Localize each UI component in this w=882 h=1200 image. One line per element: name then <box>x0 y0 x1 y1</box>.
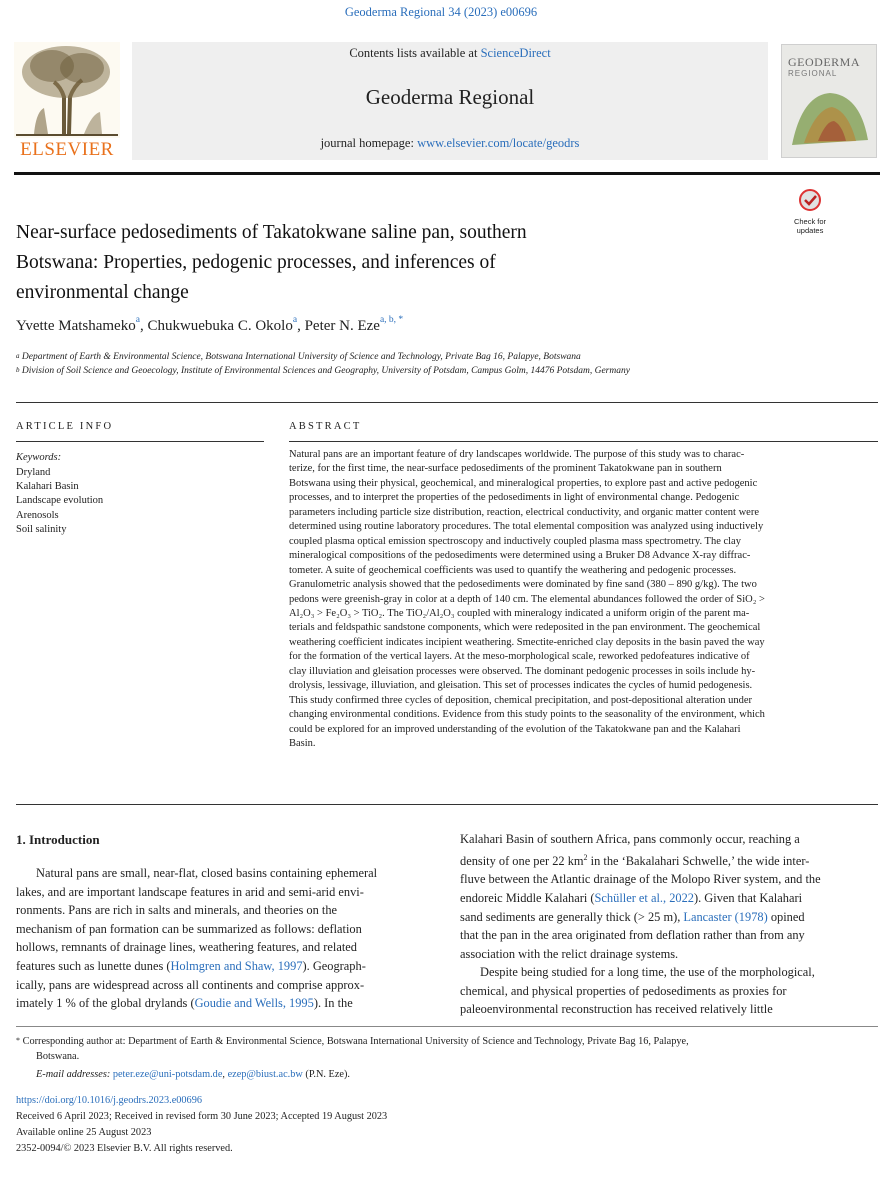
author-sup[interactable]: a <box>292 315 298 325</box>
received-dates: Received 6 April 2023; Received in revised form 30 June 2023; Accepted 19 August 2023 <box>16 1111 388 1122</box>
keywords-label: Keywords: <box>16 452 62 463</box>
keyword: Arenosols <box>16 509 59 521</box>
journal-banner <box>132 42 768 160</box>
text-run: sand sediments are generally thick (> 25 m), <box>460 909 684 924</box>
intro-right-column <box>460 830 876 1019</box>
intro-left-column <box>16 864 433 1013</box>
abstract-rule <box>289 441 878 442</box>
header-rule <box>14 172 880 175</box>
intro-line: Kalahari Basin of southern Africa, pans commonly occur, reaching a <box>460 832 800 846</box>
available-online: Available online 25 August 2023 <box>16 1127 152 1138</box>
section-heading-introduction: 1. Introduction <box>16 832 100 847</box>
reference-link[interactable]: Lancaster (1978) <box>683 909 768 924</box>
homepage-prefix: journal homepage: <box>320 136 418 150</box>
intro-line: hollows, remnants of drainage lines, weathering features, and related <box>16 940 357 955</box>
abstract-line: This study confirmed three cycles of deposition, chemical precipitation, and post-depositional alteration under <box>289 694 753 706</box>
abstract-line: clay illuviation and gleisation processes were observed. The dominant pedogenic processes in soils include hy- <box>289 665 756 677</box>
check-updates-icon <box>781 188 839 212</box>
email-label: E-mail addresses: <box>36 1069 113 1080</box>
abstract-line: Al₂O₃ > Fe₂O₃ > TiO₂. The TiO₂/Al₂O₃ coupled with mineralogy indicated a uniform origin of the parent ma- <box>289 607 750 619</box>
cover-title-2: REGIONAL <box>788 69 838 78</box>
affiliation-sup: b <box>16 366 20 374</box>
abstract-line: changing environmental conditions. Evidence from this study points to the seasonality of the environment, which <box>289 709 765 721</box>
intro-line: chemical, and physical properties of pedosediments as proxies for <box>460 983 787 998</box>
abstract-line: tometer. A suite of geochemical coefficients was used to quantify the weathering and pedogenic processes. <box>289 564 737 576</box>
intro-line <box>460 849 876 871</box>
elsevier-wordmark: ELSEVIER <box>20 139 114 160</box>
intro-line: that the pan in the area originated from deflation rather than from any <box>460 928 805 943</box>
text-run: endoreic Middle Kalahari ( <box>460 890 595 905</box>
text-run: ). Given that Kalahari <box>693 890 803 905</box>
email-link[interactable]: peter.eze@uni-potsdam.de <box>112 1069 223 1080</box>
intro-line: ically, pans are widespread across all continents and comprise approx- <box>16 977 365 992</box>
abstract-line: parameters including particle size distribution, reaction, electrical conductivity, and organic matter content were <box>289 506 759 518</box>
author-sup[interactable]: a <box>135 315 140 325</box>
text-run: imately 1 % of the global drylands ( <box>16 996 195 1011</box>
check-for-updates-button[interactable] <box>781 188 839 236</box>
intro-line <box>16 957 433 976</box>
affiliation-sup: a <box>16 352 20 360</box>
keyword-list <box>16 466 103 537</box>
reference-link[interactable]: Goudie and Wells, 1995 <box>194 996 314 1011</box>
keyword: Soil salinity <box>16 523 67 535</box>
abstract-line: processes, and to interpret the properties of the pedosediments in light of environmental change. Pedogenic <box>289 492 740 504</box>
text-run: (P.N. Eze). <box>302 1069 350 1080</box>
author-sup[interactable]: a, b, * <box>379 315 404 325</box>
intro-line <box>16 994 433 1013</box>
homepage-line <box>132 136 768 151</box>
intro-line: association with the relict drainage systems. <box>460 946 679 961</box>
affiliation-b <box>16 366 630 376</box>
section-divider <box>16 402 878 403</box>
journal-citation[interactable]: Geoderma Regional 34 (2023) e00696 <box>344 5 538 19</box>
text-run: ). Geograph- <box>302 958 366 973</box>
reference-link[interactable]: Holmgren and Shaw, 1997 <box>170 958 303 973</box>
abstract-line: mineralogical compositions of the pedosediments were determined using a Bruker D8 Advance X-ray diffrac- <box>289 550 751 562</box>
abstract-line: Basin. <box>289 738 316 750</box>
abstract-line: could be explored for an improved understanding of the evolution of the Takatokwane pan and the Kalahari <box>289 723 741 735</box>
intro-line: lakes, and are important landscape features in arid and semi-arid envi- <box>16 884 364 899</box>
affiliation-a <box>16 352 581 362</box>
author-list: Yvette Matshameko$^a$, Chukwuebuka C. Okolo$^a$, Peter N. Eze$^{a, b, *}$ <box>16 315 404 334</box>
title-line-2: Botswana: Properties, pedogenic processes, and inferences of <box>16 252 496 273</box>
abstract-line: weathering coefficient indicates incipient weathering. Smectite-enriched clay deposits in the basin paved the way <box>289 636 765 648</box>
abstract-line: terize, for the first time, the near-surface pedosediments of the prominent Takatokwane pan in southern <box>289 463 722 475</box>
article-info-heading: ARTICLE INFO <box>16 421 114 432</box>
affiliation-text: Division of Soil Science and Geoecology, Institute of Environmental Sciences and Geography, University of Potsdam, Campus Golm, 14476 Potsdam, Germany <box>21 366 630 376</box>
article-info-rule <box>16 441 264 442</box>
check-updates-text-1: Check for <box>793 217 827 226</box>
cover-title-1: GEODERMA <box>788 55 860 69</box>
abstract-bottom-rule <box>16 804 878 805</box>
intro-line: fluve between the Atlantic drainage of the Molopo River system, and the <box>460 872 821 887</box>
journal-cover[interactable] <box>781 44 877 158</box>
abstract-line: Natural pans are an important feature of dry landscapes worldwide. The purpose of this study was to charac- <box>289 449 745 460</box>
intro-line <box>460 889 876 908</box>
abstract-line: coupled plasma optical emission spectroscopy and inductively coupled plasma mass spectrometry. The clay <box>289 535 741 547</box>
contents-prefix: Contents lists available at <box>349 46 481 60</box>
cover-image <box>782 85 876 155</box>
intro-line: Despite being studied for a long time, the use of the morphological, <box>480 965 815 980</box>
keyword: Kalahari Basin <box>16 481 79 493</box>
footnote-text: Botswana. <box>36 1051 80 1062</box>
abstract-line: drolysis, lessivage, illuviation, and gleisation. This set of processes indicates the cycles of humid pedogenesis. <box>289 680 753 692</box>
text-run: density of one per 22 km <box>460 853 584 868</box>
contents-line <box>132 46 768 61</box>
abstract-line: Granulometric analysis showed that the pedosediments were dominated by fine sand (380 – 890 g/kg). The two <box>289 579 757 591</box>
elsevier-tree-icon <box>14 42 120 138</box>
abstract-body <box>289 448 875 752</box>
sciencedirect-link[interactable]: ScienceDirect <box>480 46 551 60</box>
title-line-3: environmental change <box>16 282 189 303</box>
elsevier-logo[interactable] <box>14 42 120 160</box>
text-run: in the ‘Bakalahari Schwelle,’ the wide inter- <box>587 853 810 868</box>
text-run: features such as lunette dunes ( <box>16 958 171 973</box>
email-line <box>36 1069 350 1080</box>
keyword: Landscape evolution <box>16 495 104 507</box>
author-name[interactable]: Peter N. Eze <box>304 318 380 334</box>
abstract-line: determined using routine laboratory procedures. The total elemental composition was analyzed using inductively <box>289 521 764 533</box>
asterisk: * <box>16 1036 20 1045</box>
abstract-line: for the formation of the vertical layers. At the meso-morphological scale, reworked pedofeatures indicative of <box>289 651 750 663</box>
abstract-line: Botswana using their physical, geochemical, and mineralogical properties, to explore past and active pedogenic <box>289 477 758 489</box>
intro-line: ronments. Pans are rich in salts and minerals, and theories on the <box>16 903 338 918</box>
abstract-heading: ABSTRACT <box>289 421 362 432</box>
email-link[interactable]: ezep@biust.ac.bw <box>227 1069 303 1080</box>
intro-line: mechanism of pan formation can be summarized as follows: deflation <box>16 921 362 936</box>
keyword: Dryland <box>16 467 51 478</box>
footnote-text: Corresponding author at: Department of Earth & Environmental Science, Botswana International University of Science and Technology, Private Bag 16, Palapye, <box>22 1036 689 1047</box>
text-run: ). In the <box>313 996 353 1011</box>
intro-line: paleoenvironmental reconstruction has received relatively little <box>460 1002 773 1017</box>
corresponding-author-note <box>16 1036 878 1047</box>
author-name[interactable]: Yvette Matshameko <box>16 318 136 334</box>
author-name[interactable]: Chukwuebuka C. Okolo <box>147 318 293 334</box>
journal-name: Geoderma Regional <box>365 85 535 109</box>
superscript: 2 <box>583 852 588 862</box>
intro-line: Natural pans are small, near-flat, closed basins containing ephemeral <box>36 866 378 880</box>
text-run: opined <box>767 909 805 924</box>
abstract-line: pedons were greenish-gray in color at a depth of 140 cm. The elemental abundances followed the order of SiO₂ > <box>289 593 765 605</box>
check-updates-text-2: updates <box>796 226 824 235</box>
reference-link[interactable]: Schüller et al., 2022 <box>594 890 694 905</box>
intro-line <box>460 908 876 927</box>
doi-link[interactable]: https://doi.org/10.1016/j.geodrs.2023.e00696 <box>16 1095 203 1106</box>
homepage-link[interactable]: www.elsevier.com/locate/geodrs <box>417 136 580 150</box>
title-line-1: Near-surface pedosediments of Takatokwane saline pan, southern <box>16 222 527 243</box>
text-run: , <box>222 1069 228 1080</box>
article-title <box>16 218 736 308</box>
abstract-line: terials and feldspathic sandstone components, which were redeposited in the pan environment. The geochemical <box>289 622 761 634</box>
footnote-rule <box>16 1026 878 1027</box>
affiliation-text: Department of Earth & Environmental Science, Botswana International University of Science and Technology, Private Bag 16, Palapye, Botswana <box>21 352 581 362</box>
copyright: 2352-0094/© 2023 Elsevier B.V. All rights reserved. <box>16 1143 233 1154</box>
